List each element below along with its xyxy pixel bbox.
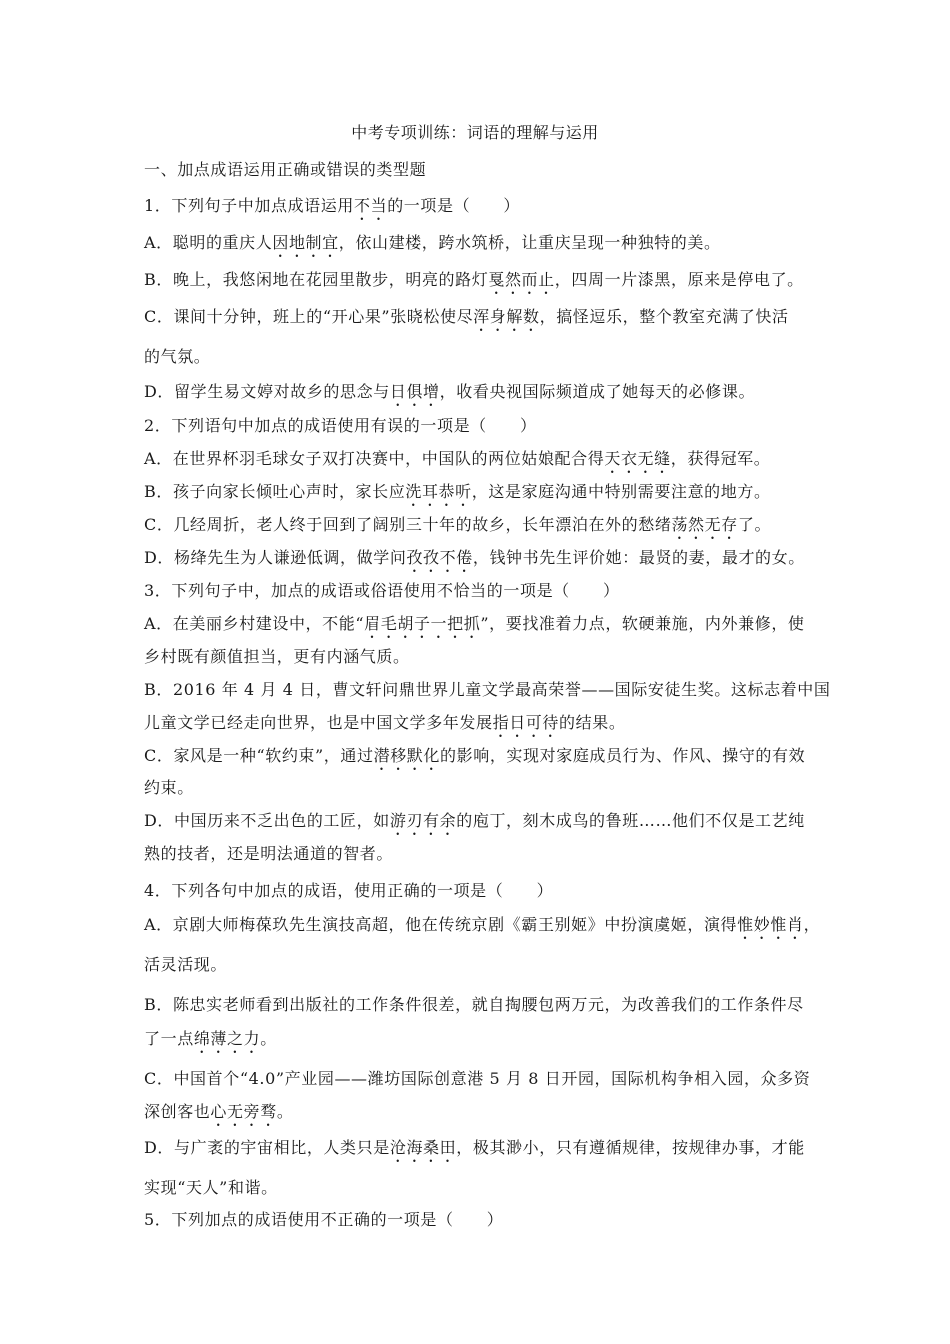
dotted-idiom: 戛然而止 bbox=[488, 270, 555, 289]
option-text: A．在世界杯羽毛球女子双打决赛中，中国队的两位姑娘配合得 bbox=[144, 449, 605, 468]
q3-option-a-cont: 乡村既有颜值担当，更有内涵气质。 bbox=[144, 647, 410, 666]
q3-option-a bbox=[144, 613, 805, 642]
dotted-idiom: 孜孜不倦 bbox=[406, 548, 473, 567]
option-text: B．孩子向家长倾吐心声时，家长应 bbox=[144, 482, 406, 501]
section-heading: 一、加点成语运用正确或错误的类型题 bbox=[144, 160, 427, 179]
q3-option-c bbox=[144, 745, 805, 774]
q2-option-d bbox=[144, 547, 805, 576]
dotted-idiom: 潜移默化 bbox=[373, 746, 441, 765]
option-text: D．杨绛先生为人谦逊低调，做学问 bbox=[144, 548, 407, 567]
q4-stem: 4．下列各句中加点的成语，使用正确的一项是（ ） bbox=[144, 881, 554, 900]
option-text: D．中国历来不乏出色的工匠，如 bbox=[144, 811, 390, 830]
q4-option-b-cont bbox=[144, 1028, 277, 1057]
option-text: ， bbox=[803, 915, 821, 934]
option-text: 。 bbox=[260, 1029, 277, 1048]
q1-option-b bbox=[144, 269, 804, 298]
q3-option-c-cont: 约束。 bbox=[144, 778, 194, 797]
option-text: ，获得冠军。 bbox=[670, 449, 771, 468]
option-text: 了一点 bbox=[144, 1029, 194, 1048]
q3-option-b: B．2016 年 4 月 4 日，曹文轩问鼎世界儿童文学最高荣誉——国际安徒生奖。这标志着中国 bbox=[144, 680, 831, 699]
option-text: B．晚上，我悠闲地在花园里散步，明亮的路灯 bbox=[144, 270, 489, 289]
dotted-idiom: 游刃有余 bbox=[389, 811, 457, 830]
option-text: 儿童文学已经走向世界，也是中国文学多年发展 bbox=[144, 713, 493, 732]
option-text: C．课间十分钟，班上的“开心果”张晓松使尽 bbox=[144, 307, 474, 326]
option-text: 的结果。 bbox=[559, 713, 626, 732]
dotted-idiom: 绵薄之力 bbox=[193, 1029, 261, 1048]
q2-option-c bbox=[144, 514, 771, 543]
dotted-idiom: 因地制宜 bbox=[272, 233, 339, 252]
option-text: ，极其渺小，只有遵循规律，按规律办事，才能 bbox=[456, 1138, 805, 1157]
option-text: 。 bbox=[276, 1102, 294, 1121]
option-text: D．与广袤的宇宙相比，人类只是 bbox=[144, 1138, 390, 1157]
q3-option-d bbox=[144, 810, 805, 839]
q1-stem-text: 1．下列句子中加点成语运用 bbox=[144, 196, 354, 215]
option-text: D．留学生易文婷对故乡的思念与 bbox=[144, 382, 390, 401]
q5-stem: 5．下列加点的成语使用不正确的一项是（ ） bbox=[144, 1210, 504, 1229]
option-text: ，依山建楼，跨水筑桥，让重庆呈现一种独特的美。 bbox=[338, 233, 721, 252]
dotted-idiom: 惟妙惟肖 bbox=[737, 915, 804, 934]
dotted-idiom: 浑身解数 bbox=[473, 307, 540, 326]
q1-option-c bbox=[144, 306, 789, 335]
q4-option-d bbox=[144, 1137, 805, 1166]
option-text: 的影响，实现对家庭成员行为、作风、操守的有效 bbox=[440, 746, 806, 765]
q4-option-d-cont: 实现“天人”和谐。 bbox=[144, 1178, 278, 1197]
dotted-idiom: 心无旁骛 bbox=[210, 1102, 277, 1121]
q4-option-b: B．陈忠实老师看到出版社的工作条件很差，就自掏腰包两万元，为改善我们的工作条件尽 bbox=[144, 995, 804, 1014]
dotted-idiom: 日俱增 bbox=[389, 382, 440, 401]
q1-stem-text-end: 的一项是（ ） bbox=[387, 196, 520, 215]
q1-option-d bbox=[144, 381, 755, 410]
q1-option-a bbox=[144, 232, 721, 261]
option-text: C．几经周折，老人终于回到了阔别三十年的故乡，长年漂泊在外的愁绪 bbox=[144, 515, 672, 534]
option-text: 的庖丁，刻木成鸟的鲁班……他们不仅是工艺纯 bbox=[456, 811, 805, 830]
q2-option-a bbox=[144, 448, 770, 477]
q2-stem: 2．下列语句中加点的成语使用有误的一项是（ ） bbox=[144, 416, 537, 435]
dotted-idiom: 荡然无存 bbox=[671, 515, 738, 534]
option-text: ，收看央视国际频道成了她每天的必修课。 bbox=[439, 382, 756, 401]
q1-option-c-cont: 的气氛。 bbox=[144, 347, 211, 366]
q3-stem: 3．下列句子中，加点的成语或俗语使用不恰当的一项是（ ） bbox=[144, 581, 620, 600]
dotted-idiom: 眉毛胡子一把抓 bbox=[364, 614, 481, 633]
q4-option-c: C．中国首个“4.0”产业园——潍坊国际创意港 5 月 8 日开园，国际机构争相入园，众多资 bbox=[144, 1069, 811, 1088]
q1-stem bbox=[144, 195, 520, 224]
option-text: ，这是家庭沟通中特别需要注意的地方。 bbox=[471, 482, 771, 501]
option-text: ，四周一片漆黑，原来是停电了。 bbox=[554, 270, 804, 289]
dotted-idiom: 天衣无缝 bbox=[604, 449, 671, 468]
option-text: ，搞怪逗乐，整个教室充满了快活 bbox=[539, 307, 789, 326]
q2-option-b bbox=[144, 481, 771, 510]
option-text: A．京剧大师梅葆玖先生演技高超，他在传统京剧《霸王别姬》中扮演虞姬，演得 bbox=[144, 915, 738, 934]
dotted-idiom: 洗耳恭听 bbox=[405, 482, 472, 501]
q4-option-a bbox=[144, 914, 820, 943]
option-text: ”，要找准着力点，软硬兼施，内外兼修，使 bbox=[480, 614, 805, 633]
q4-option-a-cont: 活灵活现。 bbox=[144, 955, 228, 974]
option-text: ，钱钟书先生评价她：最贤的妻，最才的女。 bbox=[472, 548, 805, 567]
q3-option-b-cont bbox=[144, 712, 625, 741]
option-text: A．在美丽乡村建设中，不能“ bbox=[144, 614, 365, 633]
page-title: 中考专项训练：词语的理解与运用 bbox=[351, 123, 599, 142]
option-text: 了。 bbox=[737, 515, 772, 534]
dotted-idiom: 指日可待 bbox=[492, 713, 560, 732]
option-text: 深创客也 bbox=[144, 1102, 211, 1121]
dotted-idiom: 沧海桑田 bbox=[389, 1138, 457, 1157]
option-text: A．聪明的重庆人 bbox=[144, 233, 273, 252]
option-text: C．家风是一种“软约束”，通过 bbox=[144, 746, 374, 765]
q3-option-d-cont: 熟的技者，还是明法通道的智者。 bbox=[144, 844, 394, 863]
q4-option-c-cont bbox=[144, 1101, 293, 1130]
q1-stem-dotted: 不当 bbox=[353, 196, 388, 215]
